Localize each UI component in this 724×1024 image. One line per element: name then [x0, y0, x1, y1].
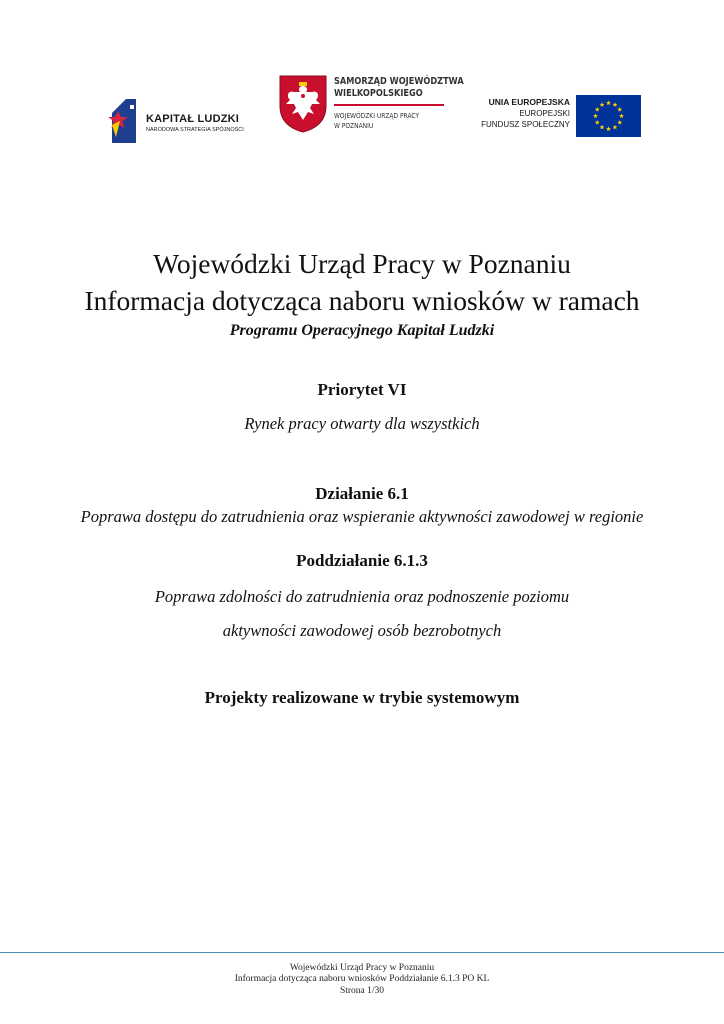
programme-name: Programu Operacyjnego Kapitał Ludzki — [229, 322, 495, 339]
projects-mode: Projekty realizowane w trybie systemowym — [204, 688, 520, 707]
samorzad-divider — [334, 104, 444, 106]
ue-line2: EUROPEJSKI — [519, 109, 570, 118]
priority-title: Rynek pracy otwarty dla wszystkich — [244, 414, 480, 433]
footer-divider — [0, 952, 724, 953]
eu-star-icon — [606, 100, 611, 105]
ue-line3: FUNDUSZ SPOŁECZNY — [481, 120, 570, 129]
coat-of-arms-eagle-icon — [278, 74, 328, 134]
footer-line1: Wojewódzki Urząd Pracy w Poznaniu — [289, 963, 435, 973]
eu-star-icon — [606, 126, 611, 131]
footer-line2: Informacja dotycząca naboru wniosków Poddziałanie 6.1.3 PO KL — [234, 974, 490, 984]
document-title-line1: Wojewódzki Urząd Pracy w Poznaniu — [153, 248, 571, 279]
kapital-ludzki-name: KAPITAŁ LUDZKI — [146, 113, 240, 125]
submeasure-label: Poddziałanie 6.1.3 — [296, 551, 428, 570]
eu-star-icon — [595, 120, 600, 125]
eu-star-icon — [617, 120, 622, 125]
eu-star-icon — [613, 125, 618, 130]
samorzad-line4: W POZNANIU — [334, 122, 374, 130]
measure-title: Poprawa dostępu do zatrudnienia oraz wspieranie aktywności zawodowej w regionie — [80, 507, 644, 526]
eu-star-icon — [617, 107, 622, 112]
measure-label: Działanie 6.1 — [315, 484, 409, 503]
kapital-ludzki-logo — [108, 97, 258, 147]
document-title-line2: Informacja dotycząca naboru wniosków w ramach — [84, 285, 640, 316]
submeasure-title-line2: aktywności zawodowej osób bezrobotnych — [222, 621, 502, 640]
submeasure-title-line1: Poprawa zdolności do zatrudnienia oraz podnoszenie poziomu — [154, 587, 570, 606]
samorzad-wojewodztwa-logo — [278, 74, 464, 136]
ue-line1: UNIA EUROPEJSKA — [488, 97, 570, 107]
eu-star-icon — [595, 107, 600, 112]
eu-star-icon — [593, 113, 598, 118]
samorzad-line3: WOJEWÓDZKI URZĄD PRACY — [334, 112, 420, 120]
kapital-ludzki-emblem-icon — [108, 97, 142, 145]
page-number: Strona 1/30 — [339, 986, 385, 996]
priority-label: Priorytet VI — [317, 380, 407, 399]
eu-star-icon — [613, 102, 618, 107]
eu-star-icon — [600, 102, 605, 107]
kapital-ludzki-tagline: NARODOWA STRATEGIA SPÓJNOŚCI — [146, 127, 244, 133]
eu-star-icon — [619, 113, 624, 118]
samorzad-line2: WIELKOPOLSKIEGO — [334, 88, 423, 99]
eu-flag-icon — [576, 95, 641, 137]
samorzad-line1: SAMORZĄD WOJEWÓDZTWA — [334, 76, 464, 87]
eu-star-icon — [600, 125, 605, 130]
unia-europejska-logo — [472, 89, 652, 141]
